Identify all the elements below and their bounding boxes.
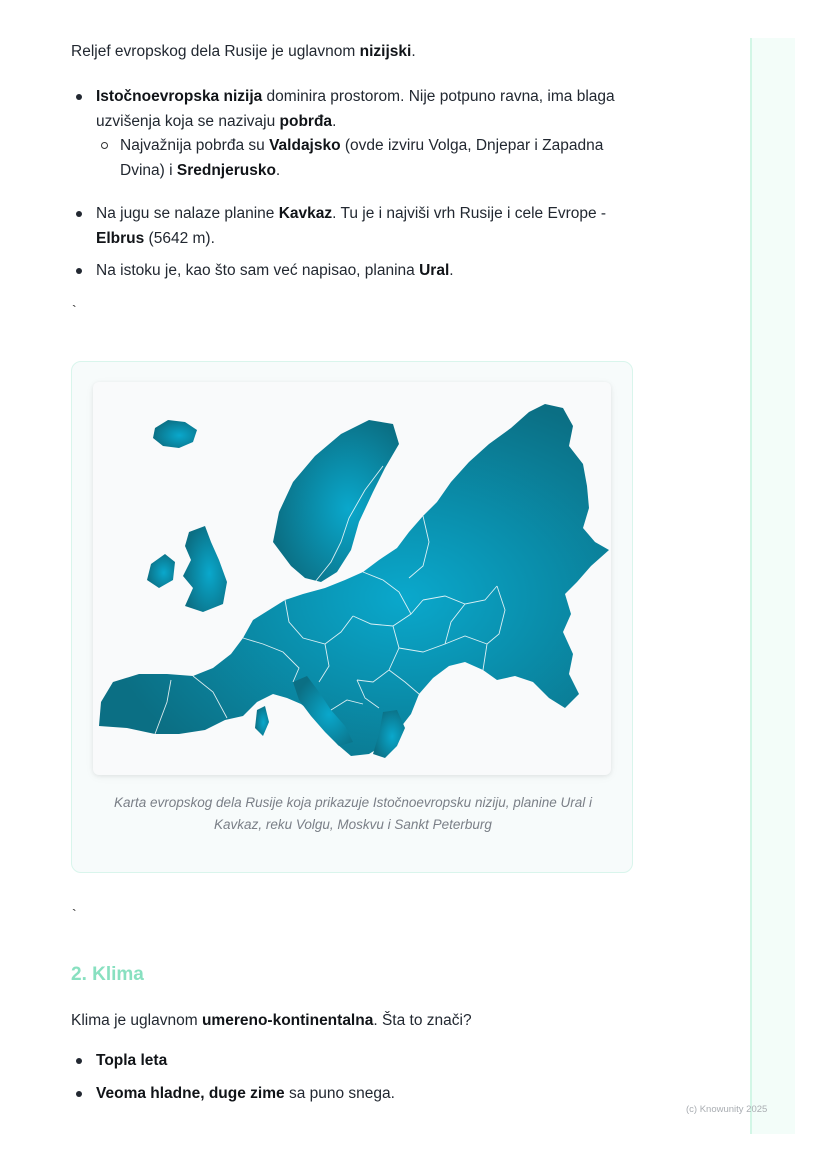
bold-nizijski: nizijski: [359, 43, 412, 60]
climate-intro: Klima je uglavnom umereno-kontinentalna. Šta to znači?: [71, 1012, 472, 1029]
bullet-dot: [76, 1058, 82, 1064]
bullet-circle: [101, 142, 108, 149]
europe-map-card: [93, 382, 611, 775]
section-heading-klima: 2. Klima: [71, 964, 144, 985]
list-item: Istočnoevropska nizija dominira prostorom. Nije potpuno ravna, ima blaga uzvišenja koja se nazivaju pobrđa.: [71, 85, 641, 134]
bullet-dot: [76, 211, 82, 217]
scandinavia-shape: [273, 420, 399, 582]
bullet-dot: [76, 268, 82, 274]
ireland-shape: [147, 554, 175, 588]
great-britain-shape: [183, 526, 227, 612]
iceland-shape: [153, 420, 197, 448]
bullet-dot: [76, 94, 82, 100]
right-margin-strip: [750, 38, 795, 1134]
bullet-dot: [76, 1091, 82, 1097]
copyright-text: (c) Knowunity 2025: [686, 1104, 768, 1115]
sub-list-item: Najvažnija pobrđa su Valdajsko (ovde izviru Volga, Dnjepar i Zapadna Dvina) i Srednjerusko.: [97, 134, 637, 183]
list-item: Veoma hladne, duge zime sa puno snega.: [71, 1082, 641, 1107]
list-item: Na istoku je, kao što sam već napisao, planina Ural.: [71, 259, 641, 284]
islands-shape: [255, 706, 269, 736]
list-item: Topla leta: [71, 1049, 641, 1074]
map-caption: Karta evropskog dela Rusije koja prikazuje Istočnoevropsku niziju, planine Ural i Kavkaz, reku Volgu, Moskvu i Sankt Peterburg: [114, 795, 592, 832]
list-item: Na jugu se nalaze planine Kavkaz. Tu je i najviši vrh Rusije i cele Evrope - Elbrus (5642 m).: [71, 202, 641, 251]
europe-map: [93, 382, 611, 775]
tick-mark: `: [72, 302, 77, 318]
map-figure: [71, 361, 633, 873]
tick-mark: `: [72, 906, 77, 922]
relief-intro: Reljef evropskog dela Rusije je uglavnom nizijski.: [71, 43, 416, 60]
